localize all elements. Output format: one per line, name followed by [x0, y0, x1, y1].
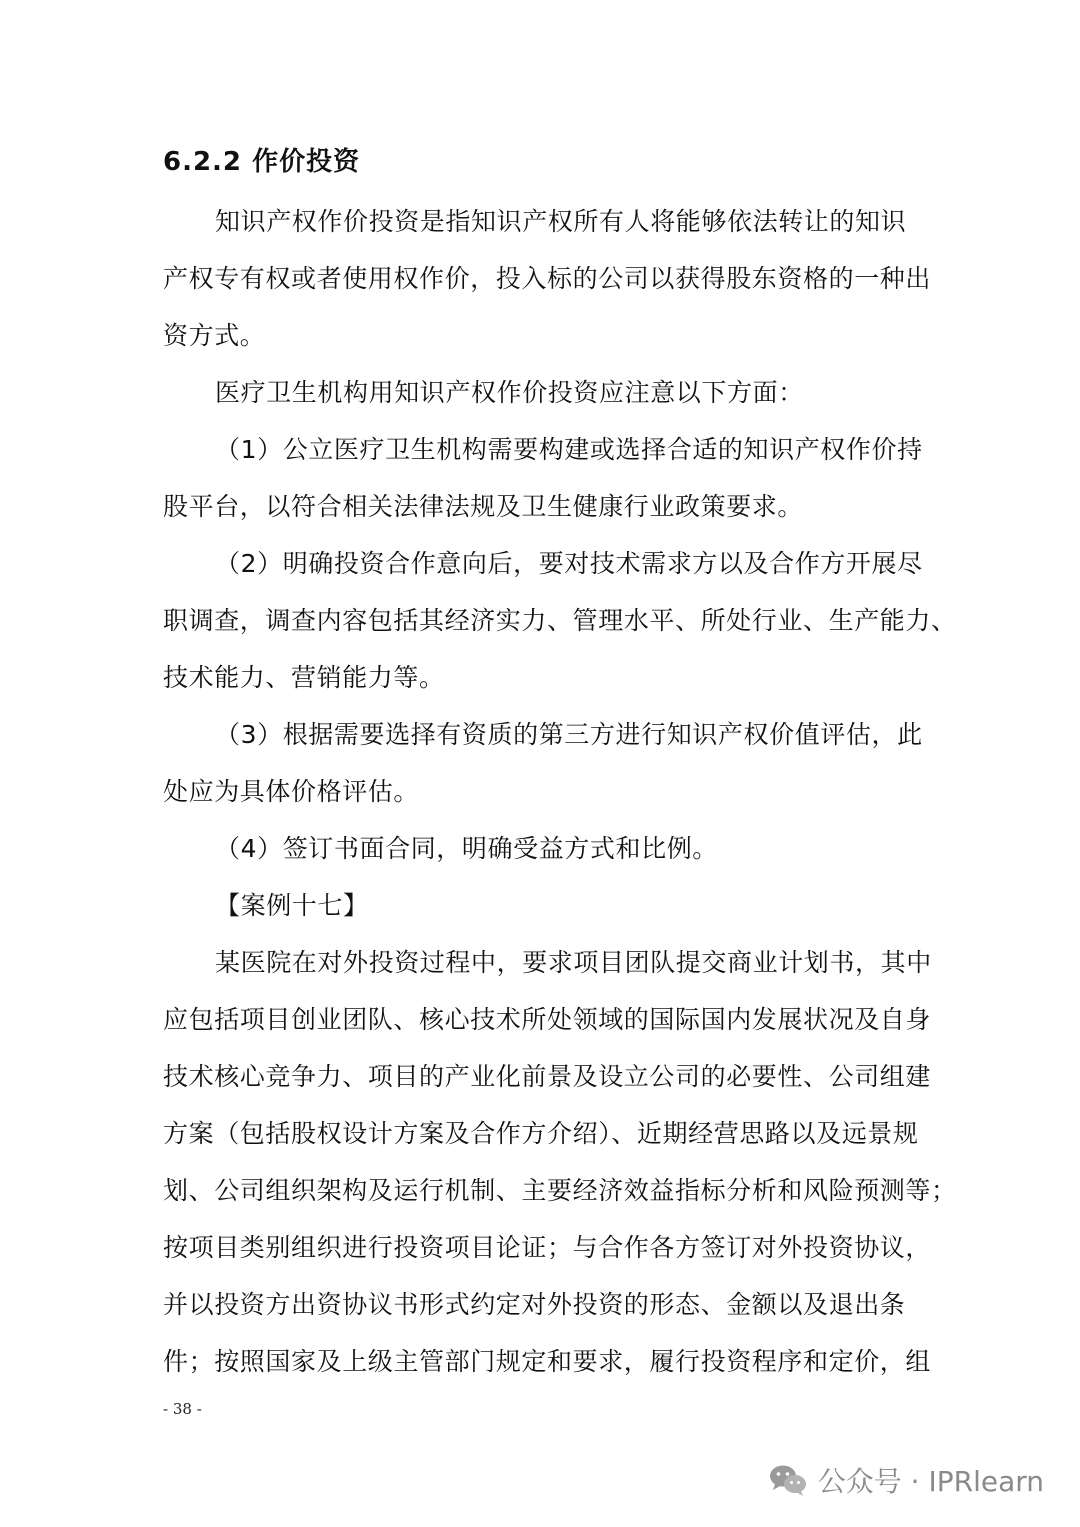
paragraph-line: 技术核心竞争力、项目的产业化前景及设立公司的必要性、公司组建: [163, 1062, 932, 1091]
list-item-line: （2）明确投资合作意向后，要对技术需求方以及合作方开展尽: [215, 549, 923, 578]
paragraph-line: 资方式。: [163, 321, 266, 350]
paragraph-line: 按项目类别组织进行投资项目论证；与合作各方签订对外投资协议，: [163, 1233, 932, 1262]
paragraph-line: 产权专有权或者使用权作价，投入标的公司以获得股东资格的一种出: [163, 264, 932, 293]
list-item-line: （3）根据需要选择有资质的第三方进行知识产权价值评估，此: [215, 720, 923, 749]
paragraph-line: 医疗卫生机构用知识产权作价投资应注意以下方面：: [215, 378, 804, 407]
watermark-text: 公众号 · IPRlearn: [817, 1465, 1044, 1498]
list-item-line: 处应为具体价格评估。: [163, 777, 420, 806]
section-heading: 6.2.2 作价投资: [163, 147, 361, 177]
page-number: - 38 -: [163, 1400, 202, 1418]
list-item-line: （4）签订书面合同，明确受益方式和比例。: [215, 834, 718, 863]
paragraph-line: 方案（包括股权设计方案及合作方介绍）、近期经营思路以及远景规: [163, 1119, 919, 1148]
wechat-watermark: [768, 1460, 1044, 1500]
list-item-line: 职调查，调查内容包括其经济实力、管理水平、所处行业、生产能力、: [163, 606, 957, 635]
paragraph-line: 应包括项目创业团队、核心技术所处领域的国际国内发展状况及自身: [163, 1005, 932, 1034]
list-item-line: 技术能力、营销能力等。: [163, 663, 445, 692]
paragraph-line: 并以投资方出资协议书形式约定对外投资的形态、金额以及退出条: [163, 1290, 906, 1319]
paragraph-line: 知识产权作价投资是指知识产权所有人将能够依法转让的知识: [215, 207, 907, 236]
list-item-line: （1）公立医疗卫生机构需要构建或选择合适的知识产权作价持: [215, 435, 923, 464]
case-title: 【案例十七】: [215, 891, 369, 920]
paragraph-line: 件；按照国家及上级主管部门规定和要求，履行投资程序和定价，组: [163, 1347, 932, 1376]
paragraph-line: 划、公司组织架构及运行机制、主要经济效益指标分析和风险预测等；: [163, 1176, 957, 1205]
wechat-icon: [768, 1463, 808, 1497]
paragraph-line: 某医院在对外投资过程中，要求项目团队提交商业计划书，其中: [215, 948, 932, 977]
list-item-line: 股平台，以符合相关法律法规及卫生健康行业政策要求。: [163, 492, 804, 521]
